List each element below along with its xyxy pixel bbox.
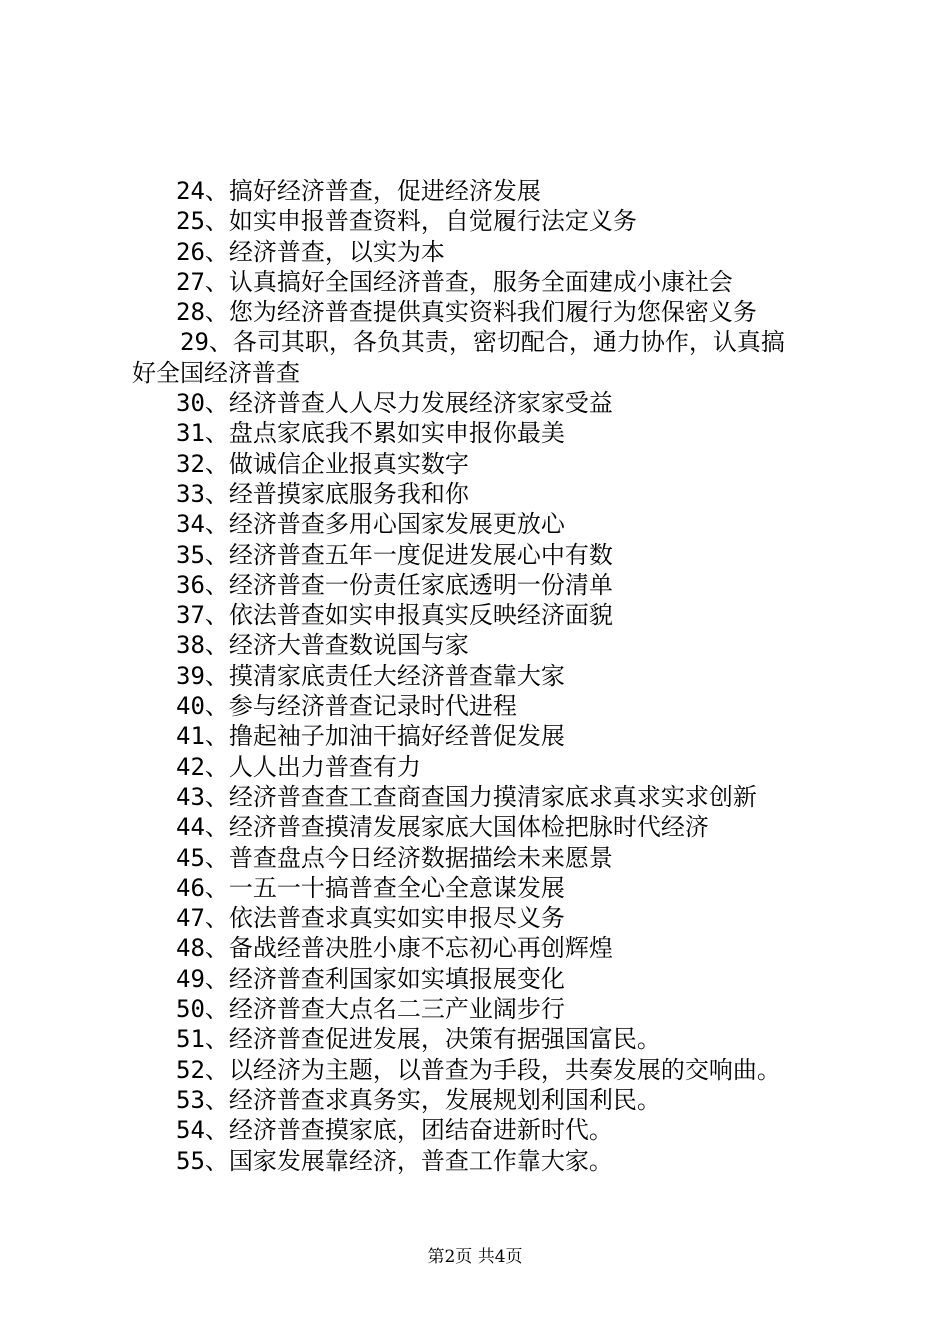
list-item bbox=[0, 782, 950, 812]
item-text: 、依法普查如实申报真实反映经济面貌 bbox=[204, 601, 613, 630]
item-number: 42 bbox=[176, 752, 205, 781]
item-number: 33 bbox=[176, 479, 205, 508]
item-text: 、普查盘点今日经济数据描绘未来愿景 bbox=[204, 843, 613, 872]
list-item bbox=[0, 752, 950, 782]
slogan-list bbox=[0, 176, 950, 1176]
list-item bbox=[0, 600, 950, 630]
item-text: 、经济大普查数说国与家 bbox=[204, 631, 469, 660]
item-text: 、如实申报普查资料，自觉履行法定义务 bbox=[204, 207, 637, 236]
item-text: 、搞好经济普查，促进经济发展 bbox=[204, 177, 541, 205]
list-item bbox=[0, 994, 950, 1024]
item-text: 、经济普查摸家底，团结奋进新时代。 bbox=[204, 1116, 613, 1145]
item-text: 、您为经济普查提供真实资料我们履行为您保密义务 bbox=[204, 298, 757, 327]
list-item bbox=[0, 964, 950, 994]
list-item bbox=[0, 873, 950, 903]
item-number: 30 bbox=[176, 389, 205, 418]
item-number: 47 bbox=[176, 904, 205, 933]
list-item bbox=[0, 509, 950, 539]
item-text: 、经普摸家底服务我和你 bbox=[204, 479, 469, 508]
item-number: 53 bbox=[176, 1085, 205, 1114]
item-text: 、做诚信企业报真实数字 bbox=[204, 449, 469, 478]
list-item bbox=[0, 630, 950, 660]
item-text: 、经济普查人人尽力发展经济家家受益 bbox=[204, 389, 613, 418]
item-number: 34 bbox=[176, 510, 205, 539]
page-footer: 第2页 共4页 bbox=[427, 1247, 523, 1267]
item-text: 、摸清家底责任大经济普查靠大家 bbox=[204, 661, 565, 690]
item-number: 45 bbox=[176, 843, 205, 872]
item-number: 27 bbox=[176, 267, 205, 296]
list-item bbox=[0, 1055, 950, 1085]
item-number: 50 bbox=[176, 995, 205, 1024]
item-text: 、参与经济普查记录时代进程 bbox=[204, 692, 517, 721]
list-item-continuation bbox=[0, 358, 950, 388]
list-item bbox=[0, 297, 950, 327]
item-number: 49 bbox=[176, 964, 205, 993]
item-number: 39 bbox=[176, 661, 205, 690]
list-item bbox=[0, 1024, 950, 1054]
item-number: 35 bbox=[176, 540, 205, 569]
item-text: 、认真搞好全国经济普查，服务全面建成小康社会 bbox=[204, 267, 733, 296]
item-number: 55 bbox=[176, 1146, 205, 1175]
item-text: 、以经济为主题，以普查为手段，共奏发展的交响曲。 bbox=[204, 1055, 781, 1084]
item-number: 36 bbox=[176, 570, 205, 599]
item-number: 48 bbox=[176, 934, 205, 963]
list-item bbox=[0, 267, 950, 297]
list-item bbox=[0, 206, 950, 236]
list-item bbox=[0, 812, 950, 842]
list-item bbox=[0, 388, 950, 418]
list-item bbox=[0, 237, 950, 267]
list-item bbox=[0, 1146, 950, 1176]
list-item bbox=[0, 176, 950, 206]
item-text: 、经济普查，以实为本 bbox=[204, 237, 445, 266]
item-text: 、人人出力普查有力 bbox=[204, 752, 421, 781]
item-text: 、经济普查利国家如实填报展变化 bbox=[204, 964, 565, 993]
list-item bbox=[0, 1085, 950, 1115]
item-text: 、盘点家底我不累如实申报你最美 bbox=[204, 419, 565, 448]
list-item bbox=[0, 661, 950, 691]
list-item bbox=[0, 418, 950, 448]
item-text: 、经济普查求真务实，发展规划利国利民。 bbox=[204, 1085, 661, 1114]
item-number: 43 bbox=[176, 782, 205, 811]
item-number: 52 bbox=[176, 1055, 205, 1084]
list-item bbox=[0, 540, 950, 570]
item-number: 25 bbox=[176, 207, 205, 236]
item-text: 、经济普查五年一度促进发展心中有数 bbox=[204, 540, 613, 569]
item-number: 51 bbox=[176, 1025, 205, 1054]
list-item bbox=[0, 1115, 950, 1145]
item-number: 32 bbox=[176, 449, 205, 478]
item-number: 31 bbox=[176, 419, 205, 448]
list-item bbox=[0, 933, 950, 963]
list-item bbox=[0, 449, 950, 479]
item-number: 40 bbox=[176, 692, 205, 721]
list-item bbox=[0, 843, 950, 873]
item-text: 、经济普查多用心国家发展更放心 bbox=[204, 510, 565, 539]
item-number: 29 bbox=[180, 328, 209, 357]
item-text: 好全国经济普查 bbox=[132, 358, 300, 387]
list-item bbox=[0, 479, 950, 509]
item-text: 、备战经普决胜小康不忘初心再创辉煌 bbox=[204, 934, 613, 963]
item-number: 41 bbox=[176, 722, 205, 751]
item-text: 、经济普查促进发展，决策有据强国富民。 bbox=[204, 1025, 661, 1054]
item-text: 、经济普查摸清发展家底大国体检把脉时代经济 bbox=[204, 813, 709, 842]
item-text: 、一五一十搞普查全心全意谋发展 bbox=[204, 873, 565, 902]
item-number: 28 bbox=[176, 298, 205, 327]
item-text: 、依法普查求真实如实申报尽义务 bbox=[204, 904, 565, 933]
list-item bbox=[0, 721, 950, 751]
list-item bbox=[0, 903, 950, 933]
list-item bbox=[0, 327, 950, 357]
item-number: 24 bbox=[176, 177, 205, 205]
item-text: 、经济普查大点名二三产业阔步行 bbox=[204, 995, 565, 1024]
item-number: 46 bbox=[176, 873, 205, 902]
item-number: 26 bbox=[176, 237, 205, 266]
item-text: 、各司其职，各负其责，密切配合，通力协作，认真搞 bbox=[208, 328, 785, 357]
item-number: 38 bbox=[176, 631, 205, 660]
item-number: 37 bbox=[176, 601, 205, 630]
item-text: 、经济普查查工查商查国力摸清家底求真求实求创新 bbox=[204, 782, 757, 811]
item-text: 、撸起袖子加油干搞好经普促发展 bbox=[204, 722, 565, 751]
item-number: 54 bbox=[176, 1116, 205, 1145]
item-text: 、经济普查一份责任家底透明一份清单 bbox=[204, 570, 613, 599]
item-text: 、国家发展靠经济，普查工作靠大家。 bbox=[204, 1146, 613, 1175]
item-number: 44 bbox=[176, 813, 205, 842]
list-item bbox=[0, 570, 950, 600]
list-item bbox=[0, 691, 950, 721]
